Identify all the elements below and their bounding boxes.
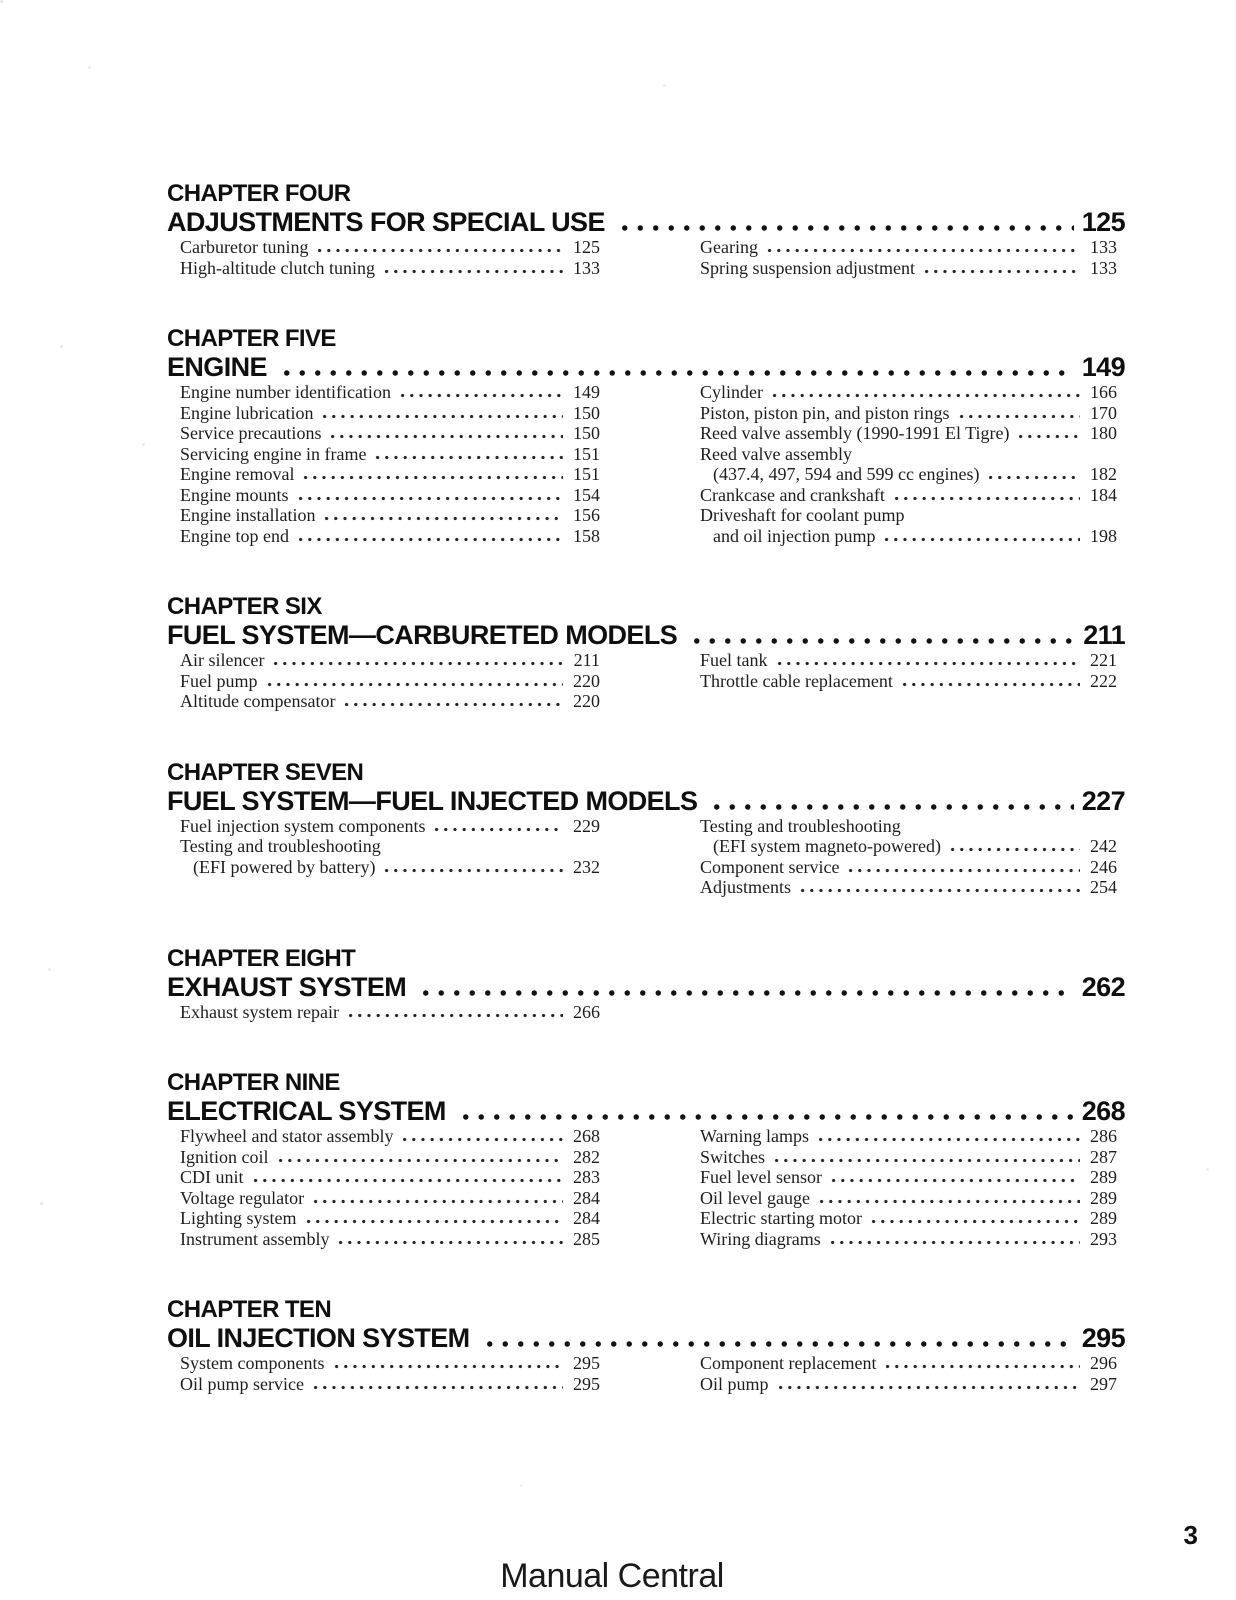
toc-entry — [700, 816, 1117, 837]
dot-leader — [617, 225, 1074, 231]
toc-entry — [180, 1126, 600, 1147]
dot-leader — [400, 1137, 563, 1142]
entry-label: Fuel tank — [700, 650, 768, 670]
entry-label: (437.4, 497, 594 and 599 cc engines) — [713, 464, 980, 484]
entry-label: CDI unit — [180, 1167, 244, 1187]
toc-entry — [700, 857, 1117, 878]
toc-column-right — [688, 1126, 1125, 1249]
toc-entry — [700, 1147, 1117, 1168]
chapter-title-row — [167, 620, 1125, 650]
dot-leader — [328, 434, 563, 439]
entry-page: 150 — [573, 402, 600, 423]
toc-column-right — [688, 237, 1125, 278]
toc-entry — [180, 526, 600, 547]
entry-page: 211 — [573, 650, 600, 670]
chapter-title-row — [167, 786, 1125, 816]
toc-entry — [700, 671, 1117, 692]
toc-column-right — [688, 382, 1125, 546]
chapter-page-number: 268 — [1081, 1096, 1125, 1126]
dot-leader — [689, 638, 1075, 644]
entry-label: Flywheel and stator assembly — [180, 1126, 394, 1146]
entry-page: 198 — [1090, 525, 1117, 546]
dot-leader — [373, 455, 563, 460]
entry-label: Service precautions — [180, 423, 322, 443]
entry-label: Fuel injection system components — [180, 815, 426, 836]
dot-leader — [828, 1240, 1080, 1245]
chapter-section — [167, 760, 1125, 898]
chapter-title-row — [167, 972, 1125, 1002]
entry-label: (EFI powered by battery) — [193, 856, 376, 877]
dot-leader — [332, 1364, 564, 1369]
entry-page: 222 — [1090, 670, 1117, 691]
entry-page: 158 — [573, 525, 600, 546]
chapter-title: EXHAUST SYSTEM — [167, 971, 407, 1002]
dot-leader — [772, 1158, 1080, 1163]
entry-page: 242 — [1090, 836, 1117, 856]
entry-label: Throttle cable replacement — [700, 670, 893, 691]
entry-page: 133 — [1090, 237, 1117, 257]
entry-page: 180 — [1090, 423, 1117, 443]
dot-leader — [398, 393, 563, 398]
entry-label: Gearing — [700, 237, 758, 257]
entry-page: 287 — [1090, 1146, 1117, 1167]
toc-entry — [180, 691, 600, 712]
entry-page: 154 — [573, 484, 600, 505]
toc-entry — [180, 836, 600, 857]
toc-entry — [180, 857, 600, 878]
entry-label: Fuel level sensor — [700, 1167, 822, 1187]
entry-page: 170 — [1090, 402, 1117, 423]
chapter-title: ENGINE — [167, 352, 267, 382]
dot-leader — [342, 702, 563, 707]
chapter-columns — [167, 1126, 1125, 1249]
entry-label: Driveshaft for coolant pump — [700, 505, 905, 525]
chapter-kicker: CHAPTER SIX — [167, 593, 322, 620]
dot-leader — [883, 1364, 1080, 1369]
entry-page: 220 — [573, 691, 600, 711]
watermark: Manual Central — [500, 1557, 724, 1595]
toc-entry — [700, 258, 1117, 279]
toc-column-right — [688, 816, 1125, 898]
toc-entry — [180, 485, 600, 506]
toc-entry — [700, 877, 1117, 898]
entry-label: Engine top end — [180, 525, 289, 546]
entry-page: 221 — [1090, 650, 1117, 670]
dot-leader — [709, 804, 1073, 810]
dot-leader — [382, 269, 563, 274]
chapter-kicker: CHAPTER NINE — [167, 1069, 340, 1096]
toc-column-left — [167, 650, 600, 712]
entry-page: 295 — [573, 1353, 600, 1373]
toc-entry — [180, 237, 600, 258]
chapter-section — [167, 181, 1125, 278]
dot-leader — [1016, 434, 1080, 439]
dot-leader — [311, 1199, 563, 1204]
entry-page: 133 — [1090, 257, 1117, 278]
chapter-page-number: 227 — [1081, 785, 1125, 816]
entry-label: Engine lubrication — [180, 402, 314, 423]
chapter-page-number: 262 — [1081, 971, 1125, 1002]
entry-label: Crankcase and crankshaft — [700, 484, 885, 505]
dot-leader — [882, 537, 1080, 542]
chapter-title-row — [167, 207, 1125, 237]
dot-leader — [271, 661, 563, 666]
entry-page: 284 — [573, 1187, 600, 1208]
entry-label: Adjustments — [700, 877, 792, 897]
entry-page: 166 — [1090, 382, 1117, 402]
dot-leader — [892, 496, 1080, 501]
chapter-columns — [167, 650, 1125, 712]
toc-entry — [700, 1208, 1117, 1229]
dot-leader — [320, 414, 563, 419]
dot-leader — [251, 1178, 563, 1183]
dot-leader — [986, 475, 1080, 480]
dot-leader — [770, 393, 1080, 398]
dot-leader — [301, 475, 563, 480]
toc-entry — [180, 1147, 600, 1168]
entry-label: Testing and troubleshooting — [180, 836, 381, 856]
dot-leader — [265, 682, 563, 687]
entry-page: 283 — [573, 1167, 600, 1187]
entry-page: 289 — [1090, 1187, 1117, 1208]
dot-leader — [798, 888, 1080, 893]
chapter-title: ADJUSTMENTS FOR SPECIAL USE — [167, 207, 605, 237]
dot-leader — [776, 1385, 1080, 1390]
entry-page: 286 — [1090, 1126, 1117, 1146]
dot-leader — [775, 661, 1081, 666]
entry-label: Servicing engine in frame — [180, 443, 367, 464]
entry-page: 254 — [1090, 877, 1117, 897]
entry-label: Testing and troubleshooting — [700, 815, 901, 836]
toc-column-left — [167, 1353, 600, 1394]
toc-entry — [180, 258, 600, 279]
entry-label: Reed valve assembly — [700, 443, 852, 464]
entry-label: (EFI system magneto-powered) — [713, 836, 941, 856]
entry-label: Switches — [700, 1146, 765, 1167]
entry-page: 296 — [1090, 1353, 1117, 1373]
dot-leader — [765, 248, 1080, 253]
dot-leader — [296, 496, 564, 501]
dot-leader — [948, 847, 1080, 852]
entry-label: Engine installation — [180, 505, 316, 525]
toc-entry — [180, 1188, 600, 1209]
toc-entry — [180, 1374, 600, 1395]
entry-label: Warning lamps — [700, 1126, 810, 1146]
entry-label: Piston, piston pin, and piston rings — [700, 402, 950, 423]
page-number: 3 — [1183, 1520, 1198, 1550]
entry-label: Carburetor tuning — [180, 237, 309, 257]
chapter-title: FUEL SYSTEM—CARBURETED MODELS — [167, 620, 678, 650]
chapter-columns — [167, 382, 1125, 546]
entry-page: 297 — [1090, 1373, 1117, 1394]
entry-page: 229 — [573, 815, 600, 836]
chapter-page-number: 211 — [1083, 620, 1125, 650]
dot-leader — [900, 682, 1080, 687]
dot-leader — [336, 1240, 563, 1245]
toc-entry — [180, 671, 600, 692]
toc-entry — [700, 1126, 1117, 1147]
entry-page: 246 — [1090, 856, 1117, 877]
entry-page: 293 — [1090, 1228, 1117, 1249]
entry-label: Reed valve assembly (1990-1991 El Tigre) — [700, 423, 1010, 443]
chapter-kicker: CHAPTER TEN — [167, 1296, 332, 1323]
toc-column-right — [688, 1353, 1125, 1394]
entry-label: Engine mounts — [180, 484, 289, 505]
entry-page: 295 — [573, 1373, 600, 1394]
chapter-title: ELECTRICAL SYSTEM — [167, 1096, 446, 1126]
entry-page: 149 — [573, 382, 600, 402]
dot-leader — [482, 1341, 1074, 1347]
dot-leader — [382, 868, 563, 873]
chapter-title: FUEL SYSTEM—FUEL INJECTED MODELS — [167, 785, 698, 816]
toc-entry — [700, 1167, 1117, 1188]
toc-entry — [700, 836, 1117, 857]
dot-leader — [846, 868, 1080, 873]
chapter-columns — [167, 237, 1125, 278]
entry-page: 125 — [573, 237, 600, 257]
entry-page: 133 — [573, 257, 600, 278]
toc-entry — [700, 650, 1117, 671]
chapter-section — [167, 946, 1125, 1023]
dot-leader — [296, 537, 563, 542]
entry-label: Electric starting motor — [700, 1208, 862, 1228]
toc-entry — [700, 237, 1117, 258]
entry-page: 285 — [573, 1228, 600, 1249]
toc-entry — [700, 1229, 1117, 1250]
entry-label: Voltage regulator — [180, 1187, 305, 1208]
dot-leader — [432, 827, 563, 832]
dot-leader — [418, 990, 1074, 996]
toc-entry — [180, 1353, 600, 1374]
toc-entry — [700, 403, 1117, 424]
entry-page: 156 — [573, 505, 600, 525]
toc-entry — [700, 505, 1117, 526]
entry-page: 182 — [1090, 464, 1117, 484]
dot-leader — [322, 516, 563, 521]
chapter-columns — [167, 816, 1125, 898]
toc-entry — [700, 382, 1117, 403]
chapter-page-number: 295 — [1081, 1323, 1125, 1353]
toc-entry — [180, 464, 600, 485]
dot-leader — [276, 1158, 564, 1163]
chapter-section — [167, 594, 1125, 712]
chapter-kicker: CHAPTER FOUR — [167, 180, 351, 207]
dot-leader — [279, 370, 1074, 376]
toc-column-left — [167, 816, 600, 878]
chapter-title: OIL INJECTION SYSTEM — [167, 1323, 470, 1353]
scan-artifacts — [0, 0, 3, 3]
entry-page: 282 — [573, 1146, 600, 1167]
entry-label: Component replacement — [700, 1353, 877, 1373]
toc-entry — [700, 1188, 1117, 1209]
toc-entry — [700, 526, 1117, 547]
entry-page: 151 — [573, 443, 600, 464]
chapter-kicker: CHAPTER FIVE — [167, 325, 336, 352]
chapter-title-row — [167, 1096, 1125, 1126]
chapter-kicker: CHAPTER SEVEN — [167, 758, 364, 786]
chapter-columns — [167, 1002, 1125, 1023]
entry-label: Wiring diagrams — [700, 1228, 821, 1249]
dot-leader — [346, 1013, 563, 1018]
chapter-page-number: 149 — [1081, 352, 1125, 382]
chapter-section — [167, 326, 1125, 546]
chapter-section — [167, 1297, 1125, 1394]
chapter-kicker: CHAPTER EIGHT — [167, 944, 356, 972]
entry-page: 232 — [573, 856, 600, 877]
toc-entry — [700, 444, 1117, 465]
entry-label: and oil injection pump — [713, 525, 876, 546]
entry-label: Engine removal — [180, 464, 295, 484]
toc-entry — [180, 1002, 600, 1023]
toc-entry — [180, 1229, 600, 1250]
toc-content — [167, 181, 1125, 1442]
dot-leader — [304, 1219, 564, 1224]
entry-page: 184 — [1090, 484, 1117, 505]
entry-page: 220 — [573, 670, 600, 691]
entry-page: 150 — [573, 423, 600, 443]
dot-leader — [829, 1178, 1080, 1183]
entry-label: Oil level gauge — [700, 1187, 810, 1208]
toc-entry — [700, 485, 1117, 506]
toc-entry — [180, 1167, 600, 1188]
dot-leader — [311, 1385, 563, 1390]
dot-leader — [957, 414, 1080, 419]
chapter-section — [167, 1070, 1125, 1249]
entry-label: Lighting system — [180, 1208, 297, 1228]
toc-entry — [700, 464, 1117, 485]
entry-label: Fuel pump — [180, 670, 258, 691]
chapter-page-number: 125 — [1081, 207, 1125, 237]
toc-entry — [700, 1374, 1117, 1395]
dot-leader — [922, 269, 1080, 274]
entry-page: 266 — [573, 1001, 600, 1022]
chapter-title-row — [167, 352, 1125, 382]
entry-label: Cylinder — [700, 382, 763, 402]
entry-label: Instrument assembly — [180, 1228, 330, 1249]
chapter-title-row — [167, 1323, 1125, 1353]
entry-label: Component service — [700, 856, 840, 877]
entry-page: 289 — [1090, 1167, 1117, 1187]
toc-column-left — [167, 1002, 600, 1023]
toc-column-left — [167, 382, 600, 546]
toc-entry — [700, 1353, 1117, 1374]
entry-label: Oil pump service — [180, 1373, 304, 1394]
dot-leader — [817, 1199, 1080, 1204]
entry-label: High-altitude clutch tuning — [180, 257, 375, 278]
toc-column-left — [167, 237, 600, 278]
toc-column-left — [167, 1126, 600, 1249]
entry-page: 284 — [573, 1208, 600, 1228]
toc-entry — [180, 505, 600, 526]
entry-label: Air silencer — [180, 650, 265, 670]
entry-page: 268 — [573, 1126, 600, 1146]
dot-leader — [816, 1137, 1080, 1142]
toc-entry — [180, 444, 600, 465]
chapter-columns — [167, 1353, 1125, 1394]
toc-entry — [180, 1208, 600, 1229]
dot-leader — [315, 248, 563, 253]
entry-label: System components — [180, 1353, 325, 1373]
entry-label: Ignition coil — [180, 1146, 269, 1167]
entry-label: Engine number identification — [180, 382, 391, 402]
dot-leader — [869, 1219, 1080, 1224]
toc-entry — [180, 403, 600, 424]
toc-entry — [180, 382, 600, 403]
toc-entry — [180, 650, 600, 671]
entry-label: Exhaust system repair — [180, 1001, 339, 1022]
entry-page: 151 — [573, 464, 600, 484]
entry-label: Spring suspension adjustment — [700, 257, 915, 278]
entry-label: Altitude compensator — [180, 691, 336, 711]
toc-column-right — [688, 650, 1125, 691]
dot-leader — [458, 1114, 1074, 1120]
toc-entry — [180, 816, 600, 837]
entry-page: 289 — [1090, 1208, 1117, 1228]
toc-entry — [700, 423, 1117, 444]
entry-label: Oil pump — [700, 1373, 769, 1394]
toc-entry — [180, 423, 600, 444]
